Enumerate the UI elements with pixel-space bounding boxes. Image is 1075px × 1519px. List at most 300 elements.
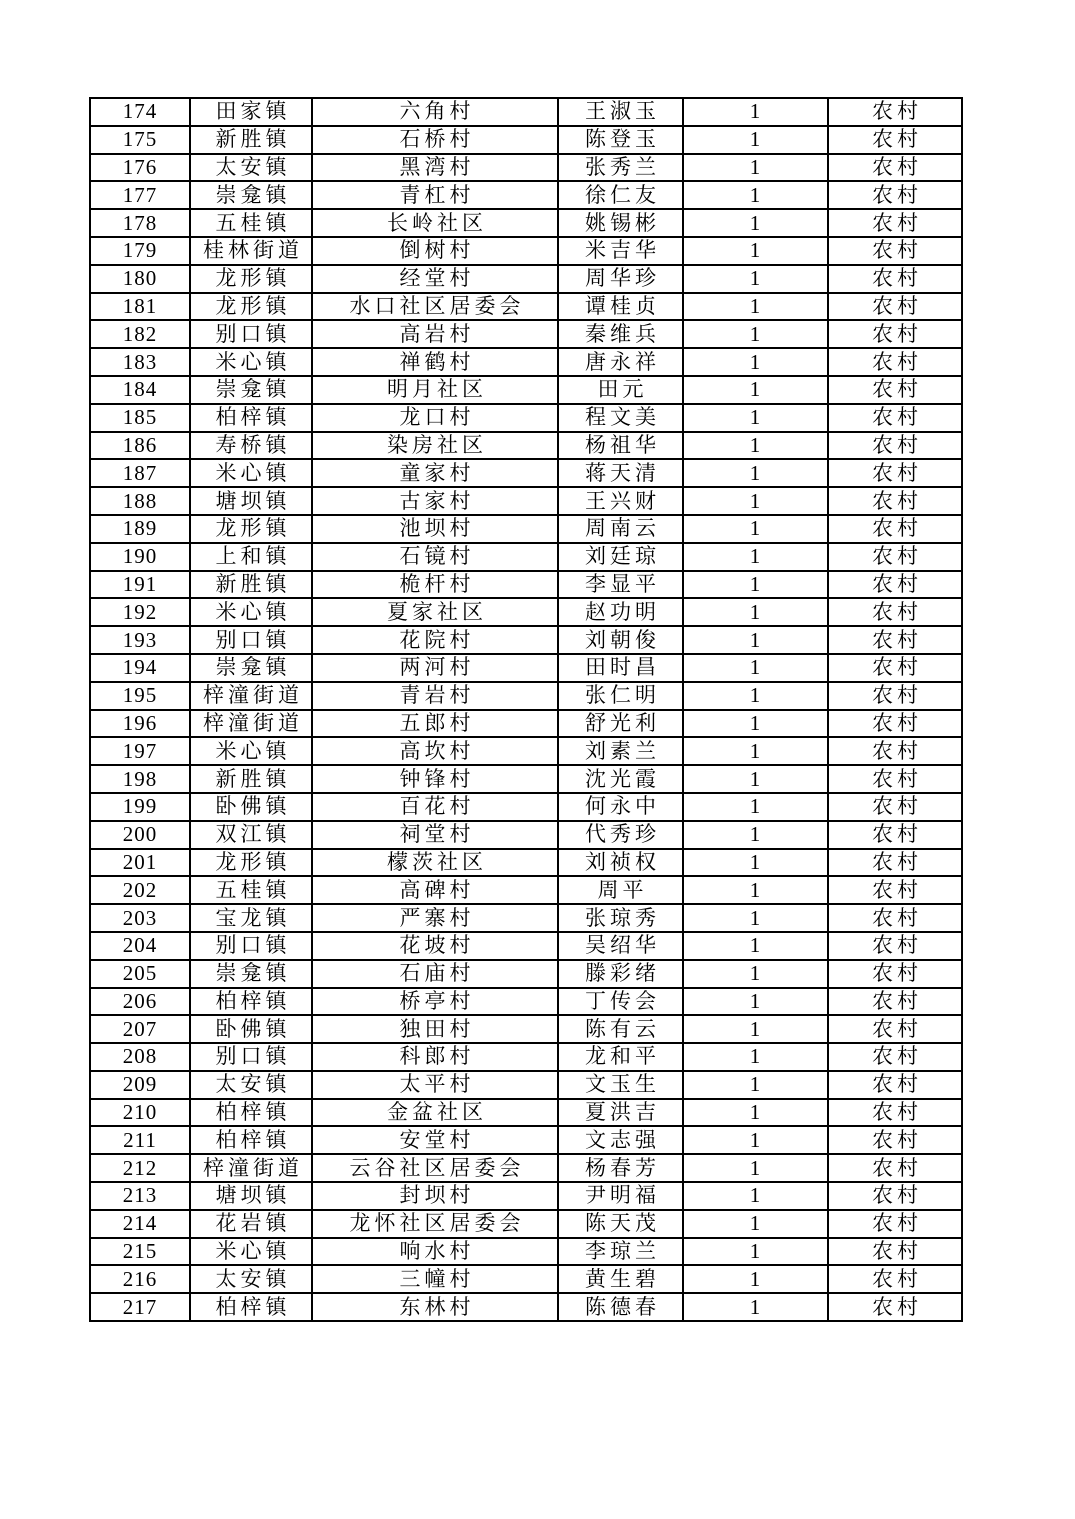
cell-town-name: 米心镇	[190, 459, 312, 487]
cell-area-type: 农村	[828, 737, 962, 765]
cell-row-number: 209	[90, 1071, 190, 1099]
cell-person-name: 姚锡彬	[558, 209, 683, 237]
cell-person-name: 王兴财	[558, 487, 683, 515]
table-row	[90, 320, 962, 348]
cell-area-type: 农村	[828, 293, 962, 321]
cell-row-number: 211	[90, 1126, 190, 1154]
cell-count: 1	[683, 710, 828, 738]
cell-count: 1	[683, 598, 828, 626]
cell-count: 1	[683, 432, 828, 460]
table-row	[90, 1210, 962, 1238]
table-row	[90, 1015, 962, 1043]
cell-area-type: 农村	[828, 682, 962, 710]
cell-village-name: 高碑村	[312, 876, 558, 904]
table-row	[90, 1154, 962, 1182]
cell-count: 1	[683, 154, 828, 182]
cell-person-name: 滕彩绪	[558, 960, 683, 988]
cell-village-name: 长岭社区	[312, 209, 558, 237]
cell-village-name: 檬茨社区	[312, 849, 558, 877]
cell-person-name: 刘廷琼	[558, 543, 683, 571]
cell-town-name: 别口镇	[190, 932, 312, 960]
cell-count: 1	[683, 237, 828, 265]
cell-village-name: 桥亭村	[312, 988, 558, 1016]
table-row	[90, 348, 962, 376]
cell-village-name: 染房社区	[312, 432, 558, 460]
cell-person-name: 文志强	[558, 1126, 683, 1154]
cell-count: 1	[683, 876, 828, 904]
cell-area-type: 农村	[828, 598, 962, 626]
cell-area-type: 农村	[828, 876, 962, 904]
cell-town-name: 龙形镇	[190, 515, 312, 543]
cell-town-name: 寿桥镇	[190, 432, 312, 460]
cell-person-name: 舒光利	[558, 710, 683, 738]
cell-village-name: 黑湾村	[312, 154, 558, 182]
cell-row-number: 215	[90, 1238, 190, 1266]
cell-count: 1	[683, 1099, 828, 1127]
cell-row-number: 179	[90, 237, 190, 265]
cell-village-name: 三幢村	[312, 1265, 558, 1293]
cell-town-name: 别口镇	[190, 320, 312, 348]
cell-row-number: 178	[90, 209, 190, 237]
cell-area-type: 农村	[828, 904, 962, 932]
cell-area-type: 农村	[828, 459, 962, 487]
cell-area-type: 农村	[828, 1099, 962, 1127]
cell-count: 1	[683, 543, 828, 571]
table-row	[90, 737, 962, 765]
cell-town-name: 别口镇	[190, 626, 312, 654]
cell-count: 1	[683, 376, 828, 404]
cell-area-type: 农村	[828, 126, 962, 154]
table-row	[90, 932, 962, 960]
cell-area-type: 农村	[828, 765, 962, 793]
cell-row-number: 184	[90, 376, 190, 404]
cell-person-name: 赵功明	[558, 598, 683, 626]
cell-count: 1	[683, 1071, 828, 1099]
cell-count: 1	[683, 737, 828, 765]
cell-count: 1	[683, 821, 828, 849]
cell-person-name: 刘祯权	[558, 849, 683, 877]
cell-town-name: 梓潼街道	[190, 710, 312, 738]
cell-town-name: 五桂镇	[190, 876, 312, 904]
cell-area-type: 农村	[828, 1043, 962, 1071]
cell-village-name: 经堂村	[312, 265, 558, 293]
cell-row-number: 197	[90, 737, 190, 765]
cell-area-type: 农村	[828, 710, 962, 738]
roster-table-body	[90, 98, 962, 1321]
cell-person-name: 张秀兰	[558, 154, 683, 182]
cell-row-number: 196	[90, 710, 190, 738]
table-row	[90, 543, 962, 571]
cell-row-number: 204	[90, 932, 190, 960]
cell-person-name: 龙和平	[558, 1043, 683, 1071]
cell-row-number: 186	[90, 432, 190, 460]
cell-area-type: 农村	[828, 237, 962, 265]
cell-count: 1	[683, 265, 828, 293]
cell-area-type: 农村	[828, 849, 962, 877]
cell-town-name: 上和镇	[190, 543, 312, 571]
cell-row-number: 181	[90, 293, 190, 321]
cell-row-number: 183	[90, 348, 190, 376]
cell-row-number: 206	[90, 988, 190, 1016]
cell-area-type: 农村	[828, 181, 962, 209]
cell-town-name: 新胜镇	[190, 126, 312, 154]
table-row	[90, 1238, 962, 1266]
cell-town-name: 柏梓镇	[190, 1293, 312, 1321]
cell-row-number: 190	[90, 543, 190, 571]
cell-area-type: 农村	[828, 98, 962, 126]
cell-count: 1	[683, 1182, 828, 1210]
cell-village-name: 封坝村	[312, 1182, 558, 1210]
cell-area-type: 农村	[828, 1154, 962, 1182]
cell-village-name: 科郎村	[312, 1043, 558, 1071]
cell-count: 1	[683, 682, 828, 710]
cell-person-name: 谭桂贞	[558, 293, 683, 321]
cell-town-name: 龙形镇	[190, 849, 312, 877]
cell-village-name: 金盆社区	[312, 1099, 558, 1127]
cell-person-name: 秦维兵	[558, 320, 683, 348]
table-row	[90, 682, 962, 710]
cell-person-name: 黄生碧	[558, 1265, 683, 1293]
cell-town-name: 太安镇	[190, 1265, 312, 1293]
cell-person-name: 张琼秀	[558, 904, 683, 932]
cell-town-name: 花岩镇	[190, 1210, 312, 1238]
table-row	[90, 1043, 962, 1071]
cell-person-name: 杨春芳	[558, 1154, 683, 1182]
cell-area-type: 农村	[828, 1182, 962, 1210]
cell-person-name: 周平	[558, 876, 683, 904]
cell-town-name: 塘坝镇	[190, 1182, 312, 1210]
cell-town-name: 双江镇	[190, 821, 312, 849]
table-row	[90, 293, 962, 321]
cell-area-type: 农村	[828, 265, 962, 293]
cell-area-type: 农村	[828, 571, 962, 599]
table-row	[90, 1099, 962, 1127]
cell-village-name: 龙怀社区居委会	[312, 1210, 558, 1238]
cell-person-name: 李琼兰	[558, 1238, 683, 1266]
cell-area-type: 农村	[828, 1071, 962, 1099]
cell-count: 1	[683, 654, 828, 682]
cell-row-number: 207	[90, 1015, 190, 1043]
table-row	[90, 598, 962, 626]
roster-table	[89, 97, 963, 1322]
table-row	[90, 237, 962, 265]
cell-village-name: 独田村	[312, 1015, 558, 1043]
cell-town-name: 太安镇	[190, 1071, 312, 1099]
cell-village-name: 太平村	[312, 1071, 558, 1099]
cell-village-name: 水口社区居委会	[312, 293, 558, 321]
cell-village-name: 钟锋村	[312, 765, 558, 793]
cell-village-name: 花院村	[312, 626, 558, 654]
cell-village-name: 青岩村	[312, 682, 558, 710]
cell-town-name: 米心镇	[190, 348, 312, 376]
cell-row-number: 202	[90, 876, 190, 904]
table-row	[90, 487, 962, 515]
table-row	[90, 181, 962, 209]
cell-area-type: 农村	[828, 1015, 962, 1043]
table-row	[90, 515, 962, 543]
cell-count: 1	[683, 459, 828, 487]
cell-village-name: 严寨村	[312, 904, 558, 932]
cell-count: 1	[683, 404, 828, 432]
cell-person-name: 周南云	[558, 515, 683, 543]
cell-person-name: 陈天茂	[558, 1210, 683, 1238]
cell-row-number: 192	[90, 598, 190, 626]
table-row	[90, 876, 962, 904]
cell-town-name: 柏梓镇	[190, 1126, 312, 1154]
cell-person-name: 何永中	[558, 793, 683, 821]
cell-village-name: 六角村	[312, 98, 558, 126]
cell-count: 1	[683, 126, 828, 154]
cell-village-name: 祠堂村	[312, 821, 558, 849]
cell-person-name: 蒋天清	[558, 459, 683, 487]
cell-area-type: 农村	[828, 1238, 962, 1266]
table-row	[90, 571, 962, 599]
cell-count: 1	[683, 626, 828, 654]
cell-count: 1	[683, 1015, 828, 1043]
cell-village-name: 石庙村	[312, 960, 558, 988]
table-row	[90, 626, 962, 654]
cell-person-name: 唐永祥	[558, 348, 683, 376]
cell-person-name: 田元	[558, 376, 683, 404]
cell-count: 1	[683, 904, 828, 932]
cell-area-type: 农村	[828, 515, 962, 543]
cell-count: 1	[683, 932, 828, 960]
cell-area-type: 农村	[828, 1126, 962, 1154]
cell-row-number: 217	[90, 1293, 190, 1321]
cell-row-number: 175	[90, 126, 190, 154]
cell-count: 1	[683, 1126, 828, 1154]
cell-row-number: 194	[90, 654, 190, 682]
cell-village-name: 百花村	[312, 793, 558, 821]
cell-count: 1	[683, 1238, 828, 1266]
cell-village-name: 童家村	[312, 459, 558, 487]
cell-row-number: 177	[90, 181, 190, 209]
cell-town-name: 龙形镇	[190, 293, 312, 321]
cell-person-name: 尹明福	[558, 1182, 683, 1210]
cell-town-name: 塘坝镇	[190, 487, 312, 515]
cell-area-type: 农村	[828, 320, 962, 348]
cell-town-name: 米心镇	[190, 1238, 312, 1266]
cell-town-name: 太安镇	[190, 154, 312, 182]
table-row	[90, 988, 962, 1016]
cell-village-name: 石镜村	[312, 543, 558, 571]
table-row	[90, 765, 962, 793]
cell-area-type: 农村	[828, 487, 962, 515]
table-row	[90, 404, 962, 432]
cell-town-name: 崇龛镇	[190, 181, 312, 209]
cell-area-type: 农村	[828, 404, 962, 432]
cell-town-name: 卧佛镇	[190, 1015, 312, 1043]
cell-area-type: 农村	[828, 988, 962, 1016]
cell-town-name: 新胜镇	[190, 571, 312, 599]
cell-person-name: 刘朝俊	[558, 626, 683, 654]
cell-count: 1	[683, 988, 828, 1016]
cell-village-name: 两河村	[312, 654, 558, 682]
cell-area-type: 农村	[828, 821, 962, 849]
cell-row-number: 210	[90, 1099, 190, 1127]
cell-person-name: 沈光霞	[558, 765, 683, 793]
cell-row-number: 189	[90, 515, 190, 543]
cell-village-name: 五郎村	[312, 710, 558, 738]
cell-village-name: 夏家社区	[312, 598, 558, 626]
cell-row-number: 176	[90, 154, 190, 182]
cell-row-number: 185	[90, 404, 190, 432]
cell-row-number: 199	[90, 793, 190, 821]
cell-area-type: 农村	[828, 1293, 962, 1321]
table-row	[90, 1265, 962, 1293]
cell-town-name: 桂林街道	[190, 237, 312, 265]
cell-person-name: 李显平	[558, 571, 683, 599]
table-row	[90, 1126, 962, 1154]
cell-town-name: 田家镇	[190, 98, 312, 126]
cell-person-name: 丁传会	[558, 988, 683, 1016]
cell-person-name: 陈有云	[558, 1015, 683, 1043]
cell-area-type: 农村	[828, 960, 962, 988]
cell-person-name: 陈登玉	[558, 126, 683, 154]
cell-village-name: 高岩村	[312, 320, 558, 348]
cell-village-name: 花坡村	[312, 932, 558, 960]
cell-row-number: 191	[90, 571, 190, 599]
cell-count: 1	[683, 293, 828, 321]
cell-village-name: 响水村	[312, 1238, 558, 1266]
cell-town-name: 崇龛镇	[190, 654, 312, 682]
cell-village-name: 青杠村	[312, 181, 558, 209]
cell-person-name: 文玉生	[558, 1071, 683, 1099]
cell-area-type: 农村	[828, 543, 962, 571]
cell-row-number: 208	[90, 1043, 190, 1071]
cell-town-name: 新胜镇	[190, 765, 312, 793]
cell-town-name: 梓潼街道	[190, 682, 312, 710]
cell-village-name: 明月社区	[312, 376, 558, 404]
cell-town-name: 五桂镇	[190, 209, 312, 237]
cell-town-name: 柏梓镇	[190, 404, 312, 432]
cell-area-type: 农村	[828, 432, 962, 460]
table-row	[90, 1071, 962, 1099]
cell-area-type: 农村	[828, 376, 962, 404]
cell-count: 1	[683, 1210, 828, 1238]
table-row	[90, 432, 962, 460]
cell-area-type: 农村	[828, 348, 962, 376]
cell-count: 1	[683, 181, 828, 209]
cell-village-name: 桅杆村	[312, 571, 558, 599]
cell-row-number: 203	[90, 904, 190, 932]
cell-area-type: 农村	[828, 932, 962, 960]
table-row	[90, 710, 962, 738]
cell-person-name: 程文美	[558, 404, 683, 432]
cell-town-name: 崇龛镇	[190, 960, 312, 988]
cell-village-name: 池坝村	[312, 515, 558, 543]
table-row	[90, 459, 962, 487]
cell-area-type: 农村	[828, 1265, 962, 1293]
table-row	[90, 1182, 962, 1210]
table-row	[90, 904, 962, 932]
table-row	[90, 1293, 962, 1321]
cell-person-name: 陈德春	[558, 1293, 683, 1321]
cell-person-name: 杨祖华	[558, 432, 683, 460]
cell-village-name: 龙口村	[312, 404, 558, 432]
cell-person-name: 张仁明	[558, 682, 683, 710]
cell-row-number: 188	[90, 487, 190, 515]
cell-village-name: 安堂村	[312, 1126, 558, 1154]
table-row	[90, 209, 962, 237]
cell-row-number: 213	[90, 1182, 190, 1210]
cell-row-number: 195	[90, 682, 190, 710]
cell-row-number: 174	[90, 98, 190, 126]
cell-count: 1	[683, 571, 828, 599]
table-row	[90, 793, 962, 821]
cell-person-name: 代秀珍	[558, 821, 683, 849]
cell-count: 1	[683, 515, 828, 543]
cell-count: 1	[683, 1154, 828, 1182]
cell-area-type: 农村	[828, 209, 962, 237]
cell-person-name: 米吉华	[558, 237, 683, 265]
cell-count: 1	[683, 1293, 828, 1321]
cell-row-number: 214	[90, 1210, 190, 1238]
cell-row-number: 201	[90, 849, 190, 877]
cell-village-name: 石桥村	[312, 126, 558, 154]
cell-person-name: 夏洪吉	[558, 1099, 683, 1127]
cell-village-name: 高坎村	[312, 737, 558, 765]
cell-row-number: 205	[90, 960, 190, 988]
cell-row-number: 180	[90, 265, 190, 293]
cell-row-number: 193	[90, 626, 190, 654]
cell-count: 1	[683, 765, 828, 793]
cell-area-type: 农村	[828, 654, 962, 682]
cell-area-type: 农村	[828, 154, 962, 182]
cell-person-name: 徐仁友	[558, 181, 683, 209]
cell-person-name: 田时昌	[558, 654, 683, 682]
cell-count: 1	[683, 1043, 828, 1071]
table-row	[90, 376, 962, 404]
cell-row-number: 198	[90, 765, 190, 793]
table-row	[90, 960, 962, 988]
cell-count: 1	[683, 348, 828, 376]
cell-row-number: 212	[90, 1154, 190, 1182]
cell-town-name: 崇龛镇	[190, 376, 312, 404]
cell-village-name: 云谷社区居委会	[312, 1154, 558, 1182]
cell-person-name: 吴绍华	[558, 932, 683, 960]
cell-village-name: 东林村	[312, 1293, 558, 1321]
cell-town-name: 龙形镇	[190, 265, 312, 293]
cell-area-type: 农村	[828, 1210, 962, 1238]
cell-count: 1	[683, 960, 828, 988]
table-row	[90, 126, 962, 154]
table-row	[90, 98, 962, 126]
cell-town-name: 别口镇	[190, 1043, 312, 1071]
cell-row-number: 182	[90, 320, 190, 348]
cell-count: 1	[683, 320, 828, 348]
cell-row-number: 200	[90, 821, 190, 849]
cell-row-number: 216	[90, 1265, 190, 1293]
cell-town-name: 梓潼街道	[190, 1154, 312, 1182]
table-row	[90, 265, 962, 293]
cell-area-type: 农村	[828, 626, 962, 654]
cell-row-number: 187	[90, 459, 190, 487]
cell-person-name: 刘素兰	[558, 737, 683, 765]
cell-count: 1	[683, 98, 828, 126]
cell-village-name: 古家村	[312, 487, 558, 515]
cell-count: 1	[683, 793, 828, 821]
cell-village-name: 禅鹤村	[312, 348, 558, 376]
table-row	[90, 154, 962, 182]
cell-count: 1	[683, 849, 828, 877]
cell-town-name: 米心镇	[190, 737, 312, 765]
table-row	[90, 654, 962, 682]
cell-town-name: 宝龙镇	[190, 904, 312, 932]
table-row	[90, 849, 962, 877]
cell-town-name: 米心镇	[190, 598, 312, 626]
cell-town-name: 柏梓镇	[190, 988, 312, 1016]
